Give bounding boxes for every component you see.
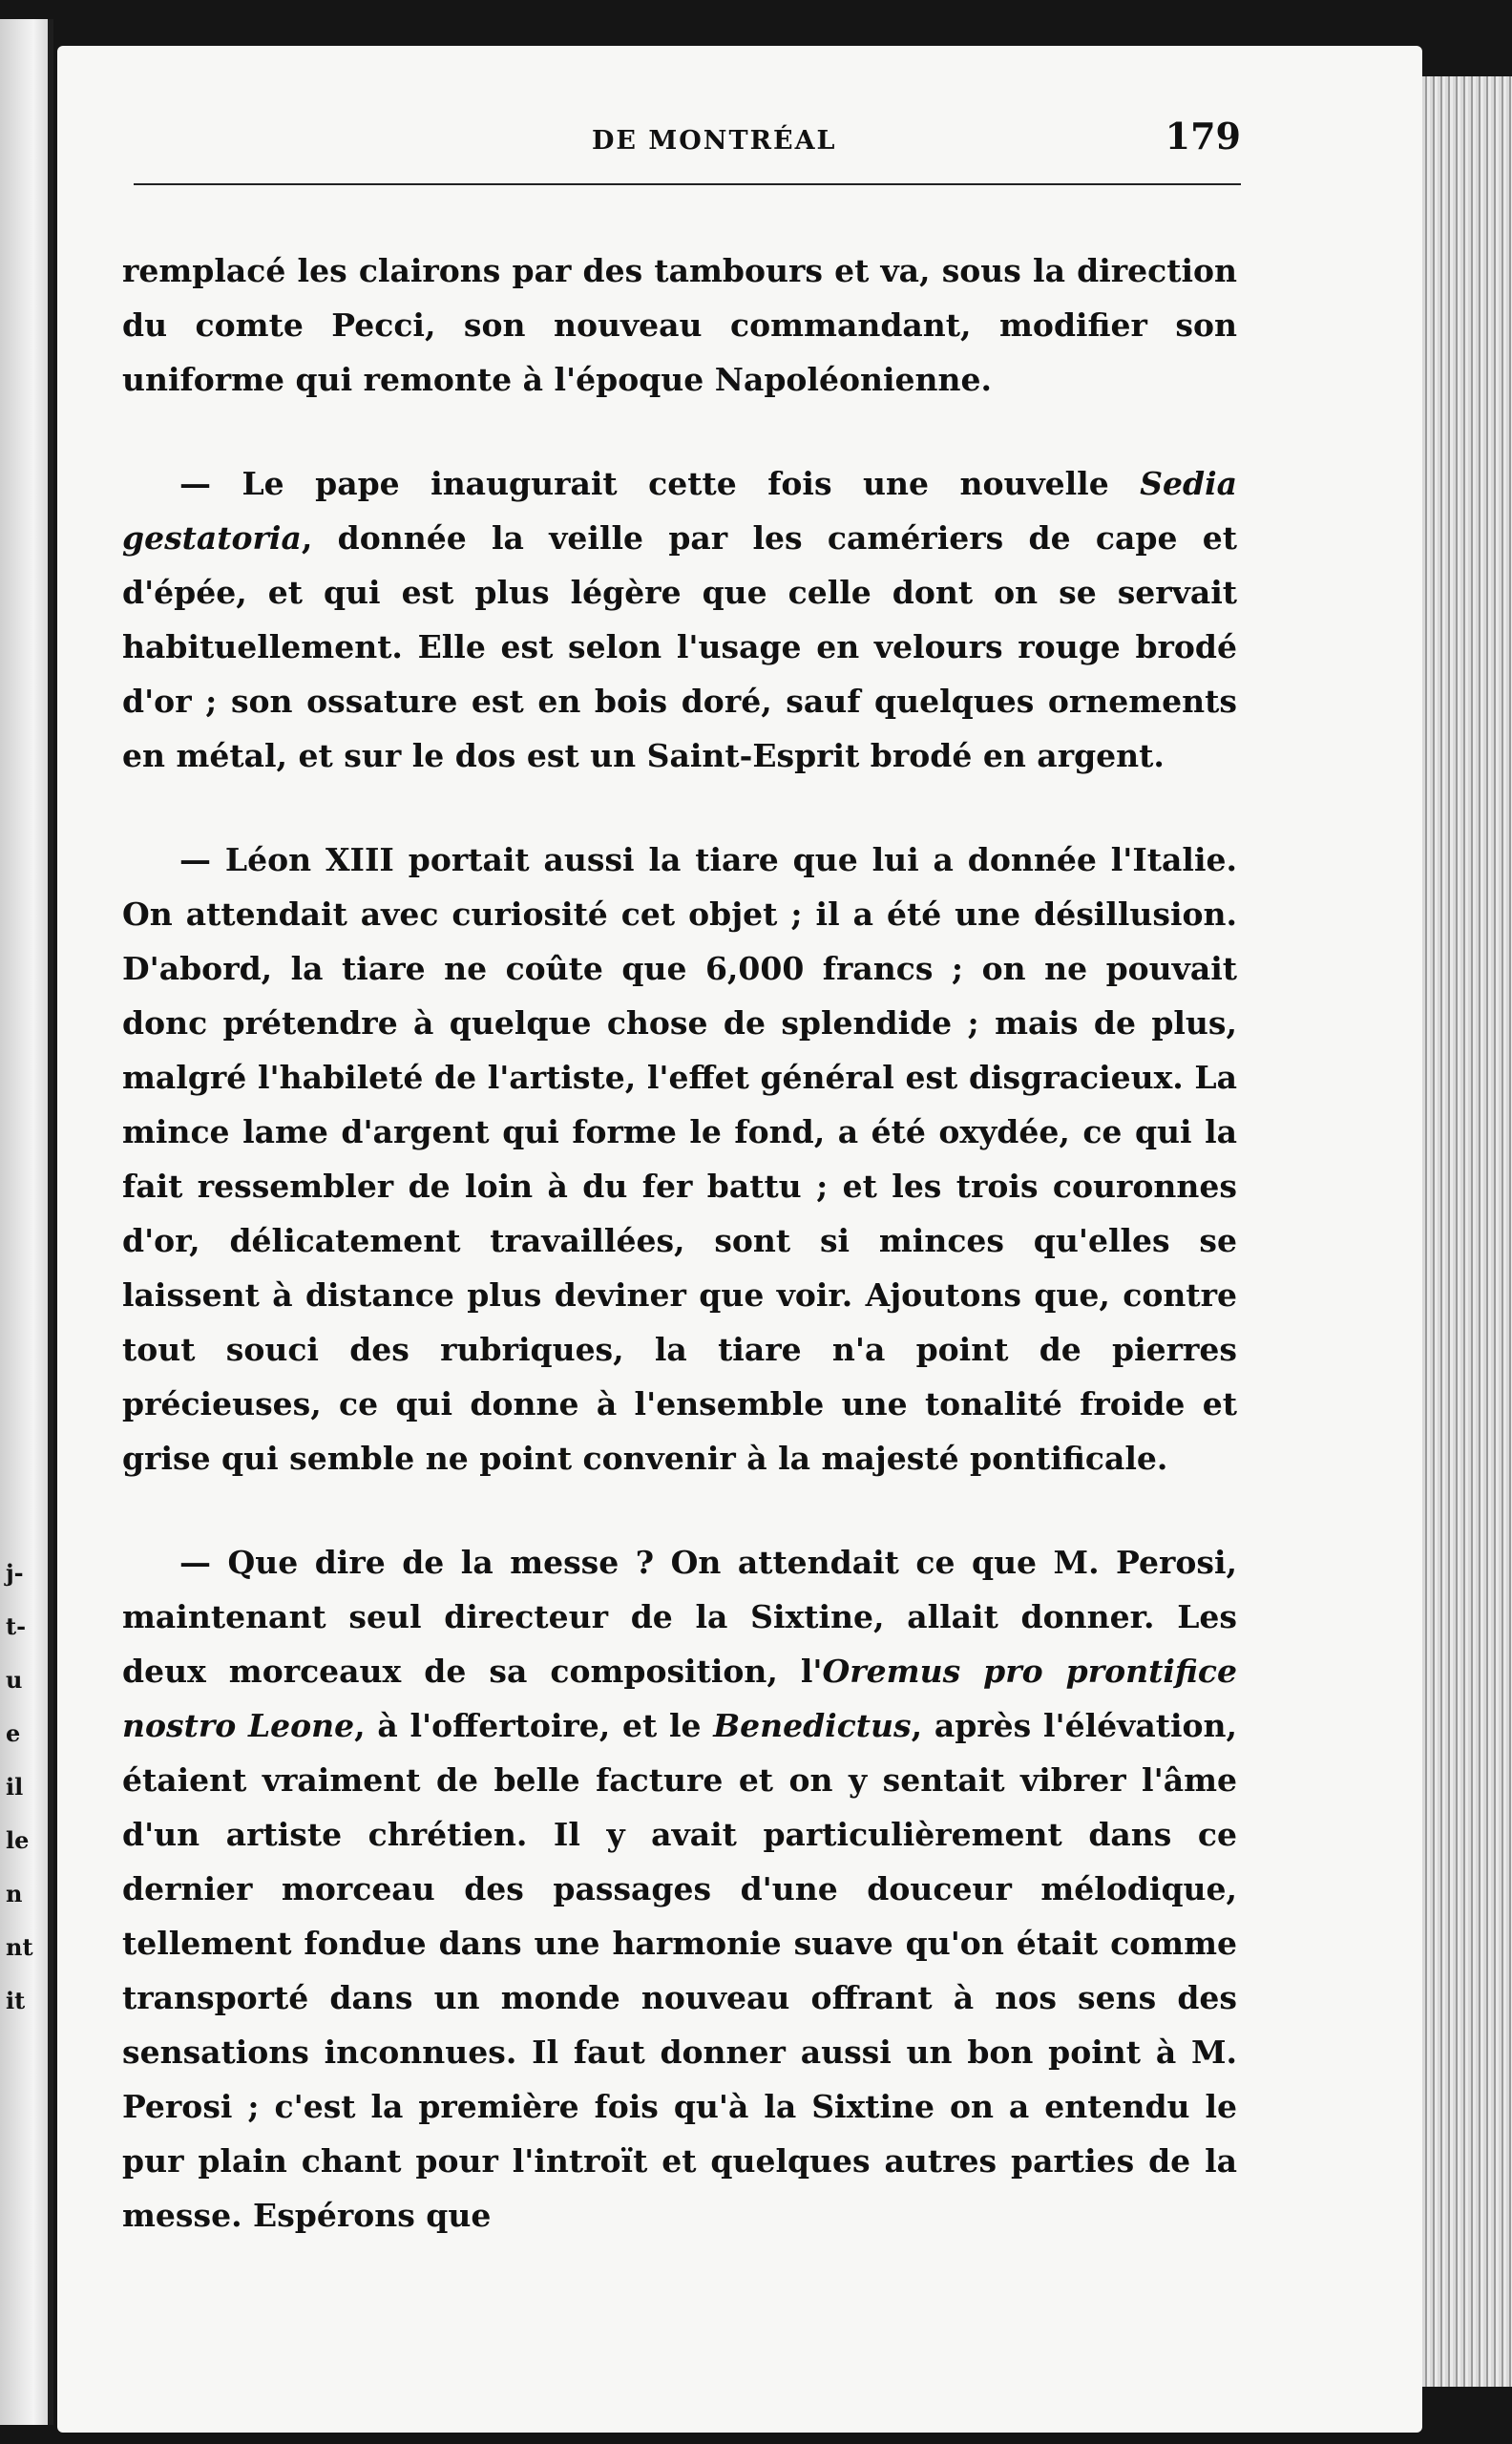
paragraph-text: , donnée la veille par les camériers de cape et d'épée, et qui est plus légère que celle dont on se servait habituellement. Elle est selon l'usage en velours rouge brodé d'or ; son ossature est en bois doré, sauf quelques ornements en métal, et sur le dos est un Saint-Esprit brodé en argent. <box>122 519 1237 774</box>
paragraph-text: — Le pape inaugurait cette fois une nouvelle <box>179 465 1141 502</box>
running-head <box>134 115 1241 181</box>
paragraph-2 <box>122 456 1237 783</box>
fragment: t- <box>6 1612 27 1640</box>
running-title: DE MONTRÉAL <box>592 126 837 156</box>
facing-page-edge <box>0 19 53 2425</box>
paragraph-text: remplacé les clairons par des tambours et va, sous la direction du comte Pecci, son nouveau commandant, modifier son uniforme qui remonte à l'époque Napoléonienne. <box>122 252 1237 398</box>
fragment: n <box>6 1880 23 1907</box>
fragment: e <box>6 1719 21 1747</box>
fragment: j- <box>6 1559 24 1587</box>
page-number: 179 <box>1165 115 1241 158</box>
paragraph-text: , après l'élévation, étaient vraiment de belle facture et on y sentait vibrer l'âme d'un artiste chrétien. Il y avait particulièrement dans ce dernier morceau des passages d'une douceur mélodique, tellement fondue dans une harmonie suave qu'on était comme transporté dans un monde nouveau offrant à nos sens des sensations inconnues. Il faut donner aussi un bon point à M. Perosi ; c'est la première fois qu'à la Sixtine on a entendu le pur plain chant pour l'introït et quelques autres parties de la messe. Espérons que <box>122 1707 1237 2234</box>
header-rule <box>134 183 1241 185</box>
fragment: it <box>6 1987 26 2014</box>
paragraph-text: , à l'offertoire, et le <box>354 1707 714 1744</box>
page-stack-edge <box>1422 76 1512 2387</box>
paragraph-3 <box>122 832 1237 1485</box>
italic-title: Oremus pro prontifice nostro Leone <box>122 1653 1238 1744</box>
paragraph-text: — Que dire de la messe ? On attendait ce que M. Perosi, maintenant seul directeur de la Sixtine, allait donner. Les deux morceaux de sa composition, l' <box>122 1544 1237 1690</box>
fragment: u <box>6 1666 23 1694</box>
body-text <box>122 243 1238 2234</box>
paragraph-4 <box>122 1535 1237 2243</box>
paragraph-1 <box>122 243 1237 407</box>
paragraph-text: — Léon XIII portait aussi la tiare que lui a donnée l'Italie. On attendait avec curiosité cet objet ; il a été une désillusion. D'abord, la tiare ne coûte que 6,000 francs ; on ne pouvait donc prétendre à quelque chose de splendide ; mais de plus, malgré l'habileté de l'artiste, l'effet général est disgracieux. La mince lame d'argent qui forme le fond, a été oxydée, ce qui la fait ressembler de loin à du fer battu ; et les trois couronnes d'or, délicatement travaillées, sont si minces qu'elles se laissent à distance plus deviner que voir. Ajoutons que, contre tout souci des rubriques, la tiare n'a point de pierres précieuses, ce qui donne à l'ensemble une tonalité froide et grise qui semble ne point convenir à la majesté pontificale. <box>122 841 1237 1477</box>
fragment: nt <box>6 1933 33 1961</box>
fragment: il <box>6 1773 24 1801</box>
facing-page-fragments <box>6 1547 44 2028</box>
italic-title: Benedictus <box>713 1707 912 1744</box>
fragment: le <box>6 1826 30 1854</box>
italic-term: Sedia gestatoria <box>122 465 1237 557</box>
